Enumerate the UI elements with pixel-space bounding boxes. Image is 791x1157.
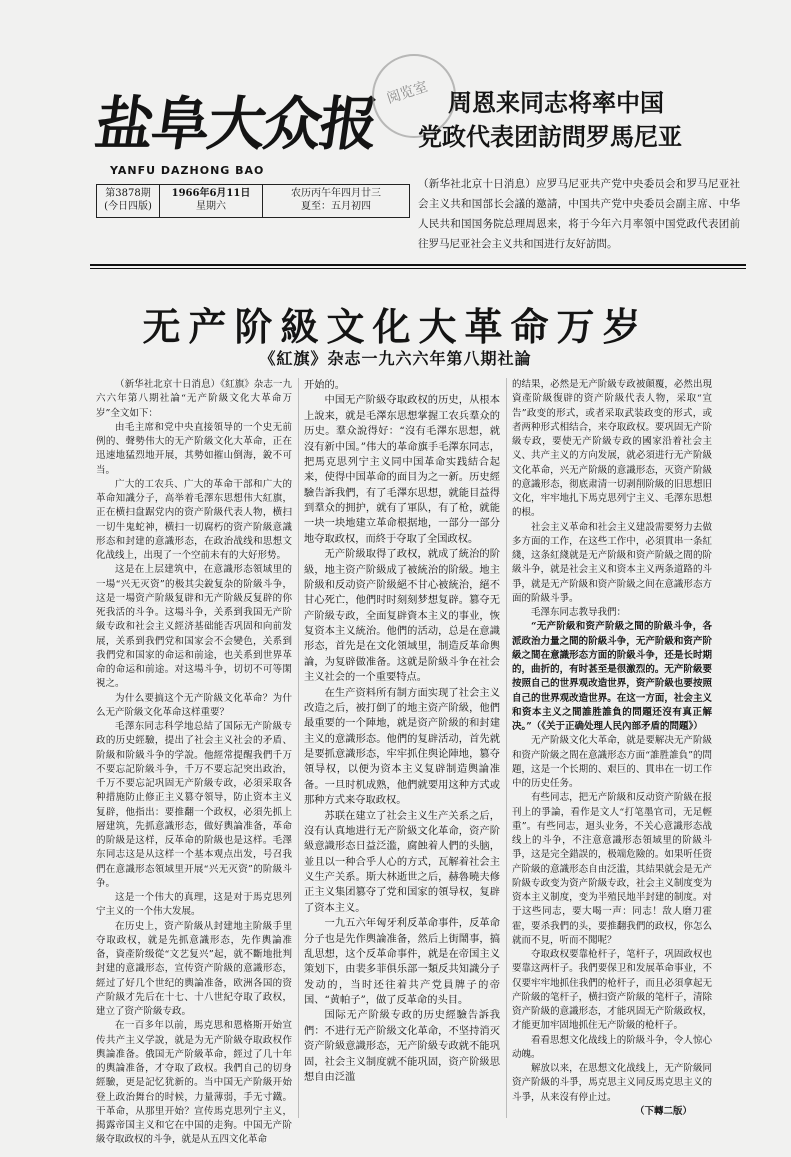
paragraph: 在一百多年以前，馬克思和恩格斯开始宣传共产主义学說，就是为无产阶級夺取政权作輿論准备。俄国无产阶級革命，經过了几十年的輿論准备，才夺取了政权。我們自己的切身經驗，更是記忆犹新的。当中国无产阶級开始登上政治舞台的时候，力量薄弱，手无寸鐵。干革命，从那里开始？宣传馬克思列宁主义，揭露帝国主义和它在中国的走狗。中国无产阶級夺取政权的斗争，就是从五四文化革命 <box>96 1020 292 1146</box>
top-story-body: （新华社北京十日消息）应罗马尼亚共产党中央委员会和罗马尼亚社会主义共和国部长会議的邀請，中国共产党中央委员会副主席、中华人民共和国国务院总理周恩来，将于今年六月率領中国党政代表团前往罗马尼亚社会主义共和国进行友好訪問。 <box>418 178 740 250</box>
paragraph: 毛澤东同志科学地总結了国际无产阶級专政的历史經驗，提出了社会主义社会的矛盾、阶級和阶級斗争的学說。他經常提醒我們千万不要忘記阶級斗争，千万不要忘記突出政治，千万不要忘記巩固无产阶級专政，必須采取各种措施防止修正主义篡夺領导，防止资本主义复辟，他指出：要推翻一个政权，必須先抓上層建筑，先抓意識形态，做好輿論准备，革命的阶級是这样，反革命的阶級也是这样。毛澤东同志这是从这样一个基本观点出发，号召我們在意識形态領域里开展“兴无灭资”的阶級斗争。 <box>96 721 292 889</box>
paragraph: 夺取政权要靠枪杆子，笔杆子，巩固政权也要靠这两杆子。我們要保卫和发展革命事业，不仅要牢牢地抓住我們的枪杆子，而且必須拿起无产阶級的笔杆子，横扫资产阶級的笔杆子，清除资产阶級的意識形态，才能巩固无产阶級政权，才能更加牢固地抓住无产阶級的枪杆子。 <box>512 949 712 1032</box>
masthead-name: 盐阜大众报 <box>91 90 381 158</box>
paragraph: （新华社北京十日消息）《紅旗》杂志一九六六年第八期社論“无产阶級文化大革命万岁”全文如下： <box>96 379 292 419</box>
continued-note: （下轉二版） <box>634 1105 692 1117</box>
stamp-text: 阅览室 <box>384 78 430 108</box>
column-separator <box>298 378 299 1118</box>
paragraph: 在历史上，资产阶級从封建地主阶級手里夺取政权，就是先抓意識形态，先作輿論准备，資產阶级從“文艺复兴”起，就不斷地批判封建的意識形态，宣传资产阶級的意識形态，經过了好几个世纪的輿論准备，欧洲各国的资产阶級才先后在十七、十八世紀夺取了政权，建立了资产阶級专政。 <box>96 920 292 1017</box>
article-column-2 <box>304 378 500 1085</box>
paragraph: 中国无产阶級夺取政权的历史，从根本上說来，就是毛澤东思想掌握工农兵羣众的历史。羣众說得好：“沒有毛澤东思想，就沒有新中国。”伟大的革命旗手毛澤东同志，把馬克思列宁主义同中国革命实践結合起来，使得中国革命的面目为之一新。历史經驗告訴我們，有了毛澤东思想，就能目益得到羣众的拥护，就有了軍队，有了枪，就能一块一块地建立革命根据地，一部分一部分地夺取政权，而終于夺取了全国政权。 <box>304 394 500 545</box>
paragraph: 这是在上层建筑中，在意識形态領域里的一場“兴无灭资”的极其尖銳复杂的阶級斗争，这是一場资产阶級复辟和无产阶級反复辟的你死我活的斗争。这場斗争，关系到我国无产阶級专政和社会主义經济基础能否巩固和向前发展，关系到我們党和国家会不会變色，关系到我們党和国家的命运和前途，也关系到世界革命的命运和前途。对这場斗争，切切不可等閑視之。 <box>96 564 292 690</box>
solar-term: 夏至：五月初四 <box>301 201 371 212</box>
masthead <box>91 78 396 170</box>
paragraph: 广大的工农兵、广大的革命干部和广大的革命知識分子，高举着毛澤东思想伟大紅旗，正在横扫盘踞党内的资产阶級代表人物，横扫一切牛鬼蛇神，横扫一切腐朽的资产阶級意識形态和封建的意識形态，在政治战线和思想文化战线上，出現了一个空前未有的大好形势。 <box>96 478 292 561</box>
paragraph: 毛澤东同志教导我們： <box>531 607 627 618</box>
column-separator <box>506 378 507 1118</box>
main-title: 无产阶級文化大革命万岁 <box>142 305 649 349</box>
top-headline-line-2: 党政代表团訪問罗馬尼亚 <box>418 122 682 151</box>
lunar-date: 农历丙午年四月廿三 <box>291 188 381 199</box>
top-headline-line-1: 周恩来同志将率中国 <box>448 88 664 117</box>
paragraph: 一九五六年匈牙利反革命事件，反革命分子也是先作輿論准备，然后上街鬧事，搞乱思想，这个反革命事件，就是在帝国主义策划下，由裴多菲俱乐部一類反共知識分子发动的，当时还往着共产党員牌子的帝国、“黄帕子”，做了反革命的头目。 <box>304 917 500 1006</box>
paragraph: 的结果，必然是无产阶級专政被顛覆，必然出現資產阶級復辟的资产阶級代表人物，采取“宣告”政变的形式，或者采取武装政变的形式，或者两种形式相结合，来夺取政权。要巩固无产阶級专政，要使无产阶級专政的國家沿着社会主义、共产主义的方向发展，就必須进行无产阶級文化革命，兴无产阶級的意識形态，灭资产阶級的意識形态，彻底肃清一切剥削阶級的旧思想旧文化，牢牢地扎下馬克思列宁主义、毛澤东思想的根。 <box>512 379 712 519</box>
issue-cell <box>97 185 160 217</box>
paragraph: 有些同志，把无产阶級和反动资产阶級在报刊上的爭論，看作是文人“打笔墨官司，无足輕重”。有些同志，迴头业务，不关心意識形态战线上的斗争，不注意意識形态領域里的阶級斗爭，这是完全錯誤的，极端危險的。如果听任资产阶級的意識形态自由泛滥，其結果就会是无产阶級专政变为资产阶級专政，社会主义制度变为资本主义制度，变为半殖民地半封建的制度。对于这些同志，要大喝一声：同志！敌人磨刀霍霍，要杀我們的头，要推翻我們的政权，你怎么就而不見，听而不聞呢？ <box>512 792 712 946</box>
paragraph: 解放以来，在思想文化战线上，无产阶級同资产阶級的斗爭，馬克思主义同反馬克思主义的斗爭，从来沒有停止过。 <box>512 1063 712 1103</box>
date: 1966年6月11日 <box>171 188 251 199</box>
issue-number: 第3878期 <box>105 188 151 199</box>
date-cell <box>160 185 263 217</box>
top-headline <box>418 86 738 154</box>
divider-rule <box>90 264 746 266</box>
article-column-3 <box>512 378 712 1119</box>
paragraph: 国际无产阶級专政的历史經驗告訴我們：不进行无产阶級文化革命，不坚持消灭资产阶級意識形态，无产阶級专政就不能巩固，社会主义制度就不能巩固，资产阶級思想自由泛滥 <box>304 1009 500 1083</box>
paragraph: 由毛主席和党中央直接領导的一个史无前例的、聲勢伟大的无产阶級文化大革命，正在迅速地猛烈地开展，其勢如摧山倒海，銳不可当。 <box>96 421 292 476</box>
paragraph: 这是一个伟大的真理，这是对于馬克思列宁主义的一个伟大发展。 <box>96 892 292 918</box>
paragraph: 为什么要搞这个无产阶級文化革命？为什么无产阶級文化革命这样重要？ <box>96 692 292 718</box>
paragraph: 看看思想文化战线上的阶級斗争，令人惊心动魄。 <box>512 1034 712 1060</box>
quotation: “无产阶級和资产阶級之間的阶級斗争，各派政治力量之間的阶級斗争，无产阶級和资产阶級之間在意識形态方面的阶級斗争，还是长时期的，曲折的，有时甚至是很激烈的。无产阶級要按照自己的世界观改造世界，资产阶級也要按照自己的世界观改造世界。在这一方面，社会主义和资本主义之間誰胜誰負的問題还沒有真正解决。”（《关于正确处理人民內部矛盾的問題》） <box>512 621 712 732</box>
main-subtitle: 《紅旗》杂志一九六六年第八期社論 <box>259 349 532 368</box>
dateline-box <box>96 184 410 218</box>
calendar-cell <box>263 185 409 217</box>
weekday: 星期六 <box>196 201 226 212</box>
divider-rule-thin <box>90 268 746 269</box>
paragraph: 开始的。 <box>304 379 346 391</box>
paragraph: 无产阶級取得了政权，就成了統治的阶級，地主资产阶級成了被統治的阶級。地主阶級和反动资产阶級絕不甘心被統治，絕不甘心死亡，他們时时刻刻梦想复辟。篡夺无产阶級专政，全面复辟資本主义的事业，恢复资本主义統治。他們的活动，总是在意識形态，首先是在文化領域里，制造反革命輿論，为复辟做准备。这就是阶級斗争在社会主义社会的一个重要特点。 <box>304 548 500 684</box>
page-count: (今日四版) <box>104 201 152 212</box>
paragraph: 无产阶級文化大革命，就是要解决无产阶級和资产阶級之間在意識形态方面“誰胜誰負”的問題，这是一个长期的、艰巨的、貫串在一切工作中的历史任务。 <box>512 735 712 789</box>
paragraph: 社会主义革命和社会主义建設需要努力去做多方面的工作，在这些工作中，必須貫串一条紅綫，这条紅綫就是无产阶級和资产阶級之間的阶級斗争，就是社会主义和资本主义两条道路的斗爭，就是无产阶級和资产阶級之间在意識形态方面的阶級斗爭。 <box>512 521 712 604</box>
article-column-1 <box>96 378 292 1148</box>
masthead-pinyin: YANFU DAZHONG BAO <box>110 164 265 177</box>
paragraph: 苏联在建立了社会主义生产关系之后，沒有认真地进行无产阶級文化革命，资产阶級意識形态日益泛滥，腐蝕着人們的头脑，並且以一种合乎人心的方式，瓦解着社会主义生产关系。斯大林逝世之后，赫魯曉夫修正主义集团篡夺了党和国家的領导权，复辟了资本主义。 <box>304 809 500 914</box>
paragraph: 在生产资料所有制方面实现了社会主义改造之后，被打倒了的地主资产阶級，他們最重要的一个陣地，就是资产阶級的和封建主义的意識形态。他們的复辟活动，首先就是要抓意識形态，牢牢抓住舆论陣地，篡夺領导权，以便为资本主义复辟制造輿論准备。一旦时机成熟，他們就要用这种方式或那种方式来夺取政权。 <box>304 686 500 807</box>
